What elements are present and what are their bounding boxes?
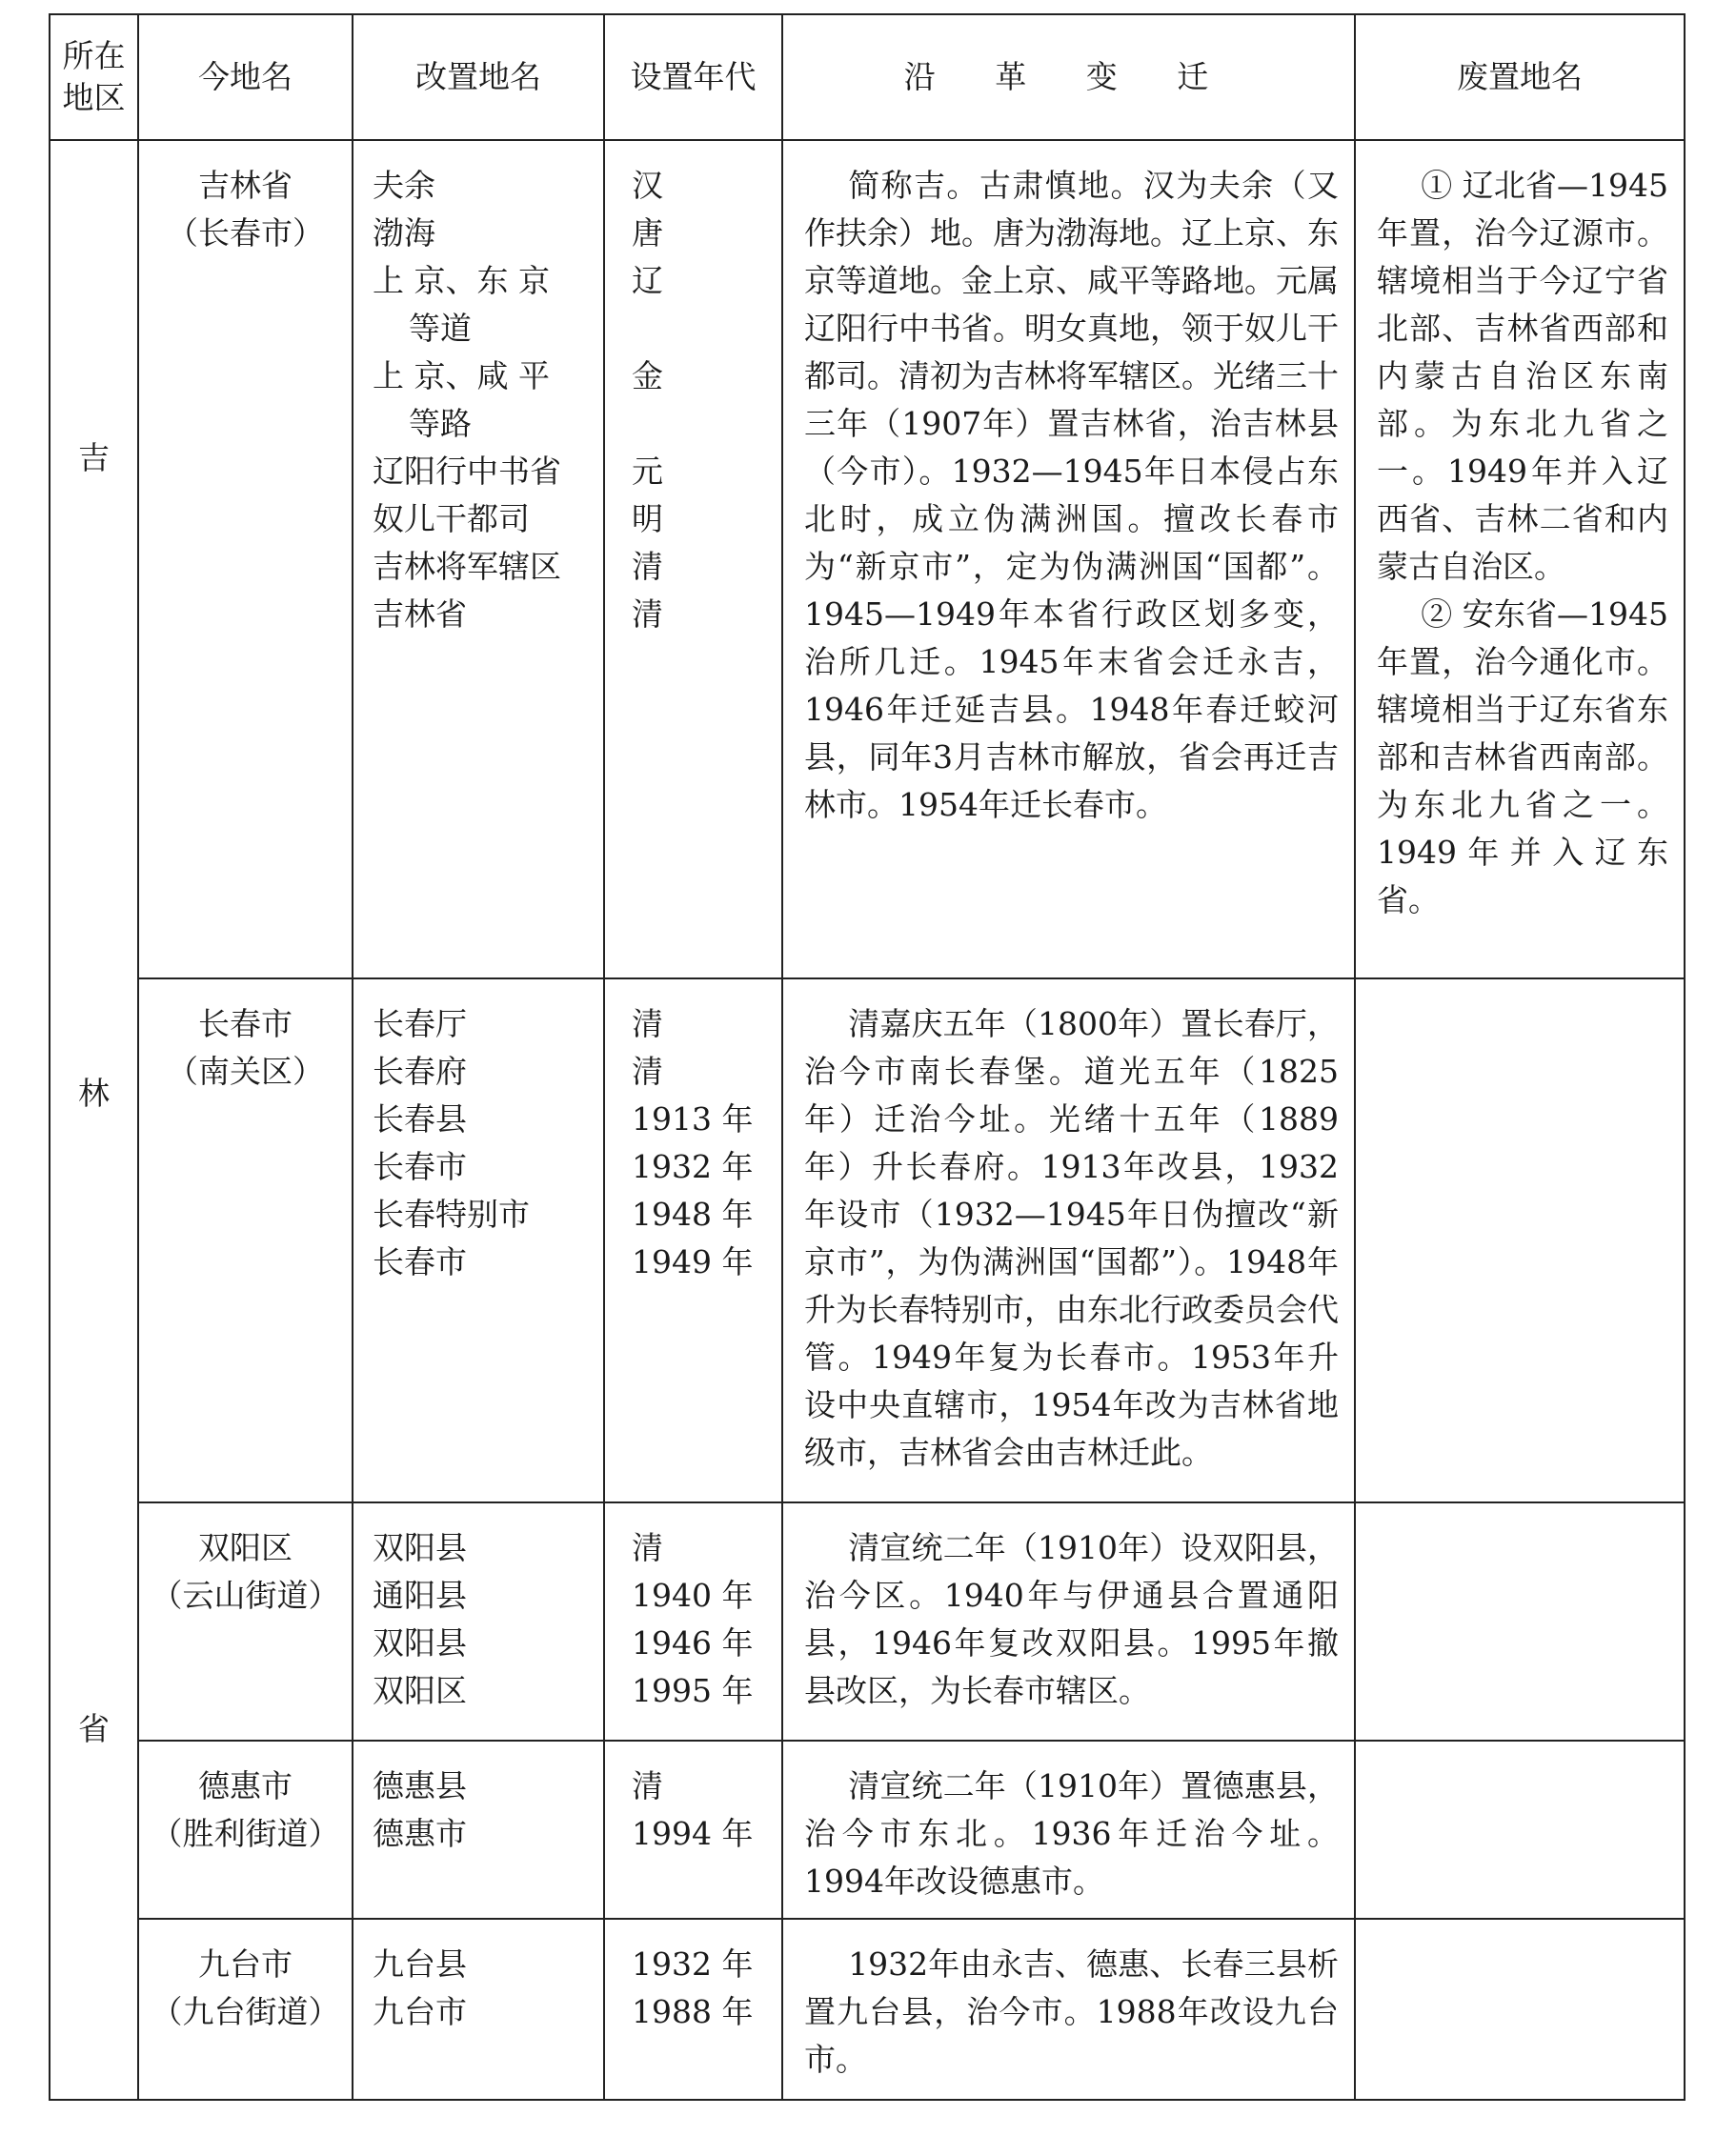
place-seat: （长春市） <box>167 214 324 252</box>
abolished-cell <box>1355 978 1685 1502</box>
former-name: 德惠县 <box>373 1767 467 1804</box>
former-names-cell <box>353 978 604 1502</box>
former-name: 长春县 <box>373 1100 467 1138</box>
era-value: 1932 年 <box>632 1148 754 1185</box>
former-name: 双阳县 <box>373 1529 467 1566</box>
current-name-cell <box>138 1741 353 1919</box>
table-row <box>50 1502 1685 1741</box>
former-name: 吉林省 <box>373 595 467 633</box>
former-name: 德惠市 <box>373 1815 467 1852</box>
former-name: 渤海 <box>373 214 435 252</box>
former-name: 夫余 <box>373 167 435 204</box>
era-value: 清 <box>632 1767 663 1804</box>
era-value: 清 <box>632 1005 663 1042</box>
header-former-names: 改置地名 <box>353 14 604 140</box>
table-row <box>50 140 1685 978</box>
abolished-entry: ② 安东省—1945年置，治今通化市。辖境相当于辽东省东部和吉林省西南部。为东北九省之一。1949年并入辽东省。 <box>1377 595 1668 918</box>
header-era: 设置年代 <box>604 14 782 140</box>
region-char: 吉 <box>78 439 110 477</box>
former-name: 长春市 <box>373 1148 467 1185</box>
era-value: 1948 年 <box>632 1196 754 1233</box>
place-name: 长春市 <box>198 1005 293 1042</box>
history-text: 1932年由永吉、德惠、长春三县析置九台县，治今市。1988年改设九台市。 <box>804 1945 1339 2078</box>
era-value: 1946 年 <box>632 1624 754 1662</box>
history-text: 清宣统二年（1910年）置德惠县，治今市东北。1936年迁治今址。1994年改设德惠市。 <box>804 1767 1339 1900</box>
former-name: 长春府 <box>373 1053 467 1090</box>
history-cell <box>782 140 1355 978</box>
former-name: 长春厅 <box>373 1005 467 1042</box>
former-name: 长春特别市 <box>373 1196 530 1233</box>
history-cell <box>782 1741 1355 1919</box>
era-value: 明 <box>632 500 663 537</box>
era-cell <box>604 140 782 978</box>
era-value <box>632 305 781 353</box>
history-text: 简称吉。古肃慎地。汉为夫余（又作扶余）地。唐为渤海地。辽上京、东京等道地。金上京、咸平等路地。元属辽阳行中书省。明女真地，领于奴儿干都司。清初为吉林将军辖区。光绪三十三年（1907年）置吉林省，治吉林县（今市）。1932—1945年日本侵占东北时，成立伪满洲国。擅改长春市为“新京市”，定为伪满洲国“国都”。1945—1949年本省行政区划多变，治所几迁。1945年末省会迁永吉，1946年迁延吉县。1948年春迁蛟河县，同年3月吉林市解放，省会再迁吉林市。1954年迁长春市。 <box>804 167 1339 823</box>
former-name: 九台县 <box>373 1945 467 1983</box>
former-name-cont: 等道 <box>409 310 472 347</box>
era-value: 清 <box>632 1053 663 1090</box>
era-value: 1988 年 <box>632 1993 754 2030</box>
history-cell <box>782 978 1355 1502</box>
era-value: 1913 年 <box>632 1100 754 1138</box>
current-name-cell <box>138 978 353 1502</box>
abolished-cell <box>1355 1741 1685 1919</box>
place-name: 双阳区 <box>198 1529 293 1566</box>
era-value: 辽 <box>632 262 663 299</box>
former-name: 辽阳行中书省 <box>373 453 561 490</box>
table-row <box>50 978 1685 1502</box>
era-value: 唐 <box>632 214 663 252</box>
former-name: 通阳县 <box>373 1577 467 1614</box>
table-row <box>50 1741 1685 1919</box>
former-name: 上 京、咸 平 <box>373 357 550 394</box>
era-value: 清 <box>632 548 663 585</box>
history-text: 清嘉庆五年（1800年）置长春厅，治今市南长春堡。道光五年（1825年）迁治今址。光绪十五年（1889年）升长春府。1913年改县，1932年设市（1932—1945年日伪擅改“新京市”，为伪满洲国“国都”）。1948年升为长春特别市，由东北行政委员会代管。1949年复为长春市。1953年升设中央直辖市，1954年改为吉林省地级市，吉林省会由吉林迁此。 <box>804 1005 1339 1471</box>
former-name: 吉林将军辖区 <box>373 548 561 585</box>
former-name: 奴儿干都司 <box>373 500 530 537</box>
era-value: 1940 年 <box>632 1577 754 1614</box>
former-names-cell <box>353 1502 604 1741</box>
era-value <box>632 400 781 448</box>
gazetteer-table <box>49 13 1686 2101</box>
place-seat: （南关区） <box>167 1053 324 1090</box>
region-char: 林 <box>78 1074 110 1112</box>
place-seat: （九台街道） <box>151 1993 340 2030</box>
header-abolished: 废置地名 <box>1355 14 1685 140</box>
era-value: 1949 年 <box>632 1243 754 1280</box>
abolished-cell <box>1355 1919 1685 2100</box>
era-value: 1932 年 <box>632 1945 754 1983</box>
header-row <box>50 14 1685 140</box>
former-names-cell <box>353 1741 604 1919</box>
era-value: 元 <box>632 453 663 490</box>
era-cell <box>604 1741 782 1919</box>
history-text: 清宣统二年（1910年）设双阳县，治今区。1940年与伊通县合置通阳县，1946年复改双阳县。1995年撤县改区，为长春市辖区。 <box>804 1529 1339 1709</box>
header-history: 沿 革 变 迁 <box>782 14 1355 140</box>
place-seat: （胜利街道） <box>151 1815 340 1852</box>
former-name: 双阳县 <box>373 1624 467 1662</box>
table-row <box>50 1919 1685 2100</box>
former-name: 双阳区 <box>373 1672 467 1709</box>
abolished-cell <box>1355 140 1685 978</box>
current-name-cell <box>138 1502 353 1741</box>
place-seat: （云山街道） <box>151 1577 340 1614</box>
current-name-cell <box>138 1919 353 2100</box>
place-name: 德惠市 <box>198 1767 293 1804</box>
era-cell <box>604 1502 782 1741</box>
abolished-entry: ① 辽北省—1945年置，治今辽源市。辖境相当于今辽宁省北部、吉林省西部和内蒙古自治区东南部。为东北九省之一。1949年并入辽西省、吉林二省和内蒙古自治区。 <box>1377 167 1668 585</box>
era-value: 汉 <box>632 167 663 204</box>
era-cell <box>604 978 782 1502</box>
region-cell <box>50 140 138 2100</box>
former-name-cont: 等路 <box>409 405 472 442</box>
era-value: 金 <box>632 357 663 394</box>
era-cell <box>604 1919 782 2100</box>
era-value: 清 <box>632 1529 663 1566</box>
place-name: 九台市 <box>198 1945 293 1983</box>
place-name: 吉林省 <box>198 167 293 204</box>
former-name: 九台市 <box>373 1993 467 2030</box>
region-char: 省 <box>78 1709 110 1747</box>
header-current-name: 今地名 <box>138 14 353 140</box>
former-names-cell <box>353 140 604 978</box>
former-names-cell <box>353 1919 604 2100</box>
history-cell <box>782 1502 1355 1741</box>
header-region: 所在地区 <box>50 14 138 140</box>
former-name: 长春市 <box>373 1243 467 1280</box>
era-value: 清 <box>632 595 663 633</box>
era-value: 1994 年 <box>632 1815 754 1852</box>
era-value: 1995 年 <box>632 1672 754 1709</box>
former-name: 上 京、东 京 <box>373 262 550 299</box>
abolished-cell <box>1355 1502 1685 1741</box>
history-cell <box>782 1919 1355 2100</box>
current-name-cell <box>138 140 353 978</box>
